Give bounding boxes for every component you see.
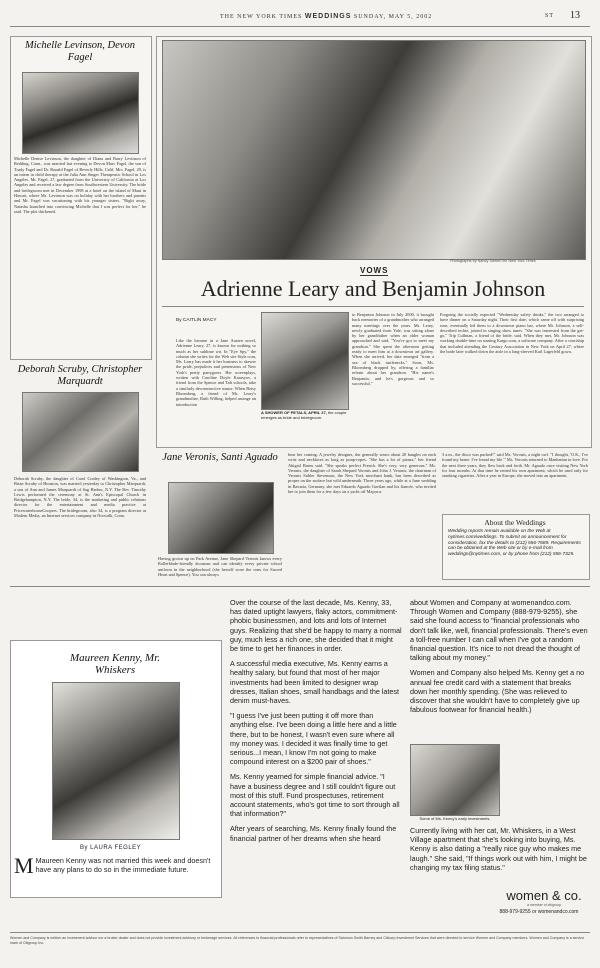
feature-body-3: Forgoing the socially expected "Wednesday safety drinks," the two arranged to have dinner on a Saturday night. Their first date, which came off with surprising ease, eventually led them to a downtown piano bar, where Mr. Johnson, a self-described techie, joined in singing show tunes. "She was interested from the get-go," Trip Cullman, a friend of the bride, said. When they met, Mr. Johnson was working double-time on starting Kargo.com, a software company. After a courtship that included attending the Century Association in New York on April 27, where the bride later walked down the aisle in a long-sleeved Karl Lagerfeld gown. — [440, 312, 584, 355]
feature-body-2: to Benjamin Johnson in July 2000, it brought back memories of a grandmother who arranged many meetings over the years. Ms. Leary, newly graduated from Yale, was sitting alone by her grandfather when an older woman approached and said, "You've got to meet my grandson." She spent the afternoon getting ready to meet him at a downtown art gallery. When she arrived, her date emerged "from a sea of black turtlenecks." Soon, Ms. Bloomberg dropped by, offering a familiar refrain about her grandson. "His name's Benjamin, and he's gorgeous and so successful." — [352, 312, 434, 386]
women-and-co-logo: women & co. a member of citigroup — [506, 888, 582, 907]
couple-photo-2 — [22, 392, 139, 472]
names-heading-2: Deborah Scruby, Christopher Marquardt — [17, 364, 143, 387]
vows-kicker: VOWS — [360, 266, 389, 275]
couple-photo-1 — [22, 72, 139, 154]
story-text-3b: hear her coming. A jewelry designer, she generally wears about 20 bangles on each wrist and necklaces as long as jump-ropes. "She has a lot of pizazz," her friend Abigail Burns said. "She speaks perfect French. She's very, very generous." Ms. Veronis, the daughter of Sarah Shepard Veronis and John J. Veronis, the chairman of Veronis Suhler Stevenson, the New York merchant bank, has been described as proper on the surface but wild underneath. Three years ago, while at a June wedding in Bavaria, Germany, she met Eduardo Aguado Gavilan and his fiancée, who invited her to join them for a few days on a yacht off Majorca. — [288, 452, 436, 495]
about-text: Wedding reports remain available on the Web at nytimes.com/weddings. To submit an announcement for consideration, fax the details to (212) 556-7689. Requirements can be obtained at the Web site or by e-mail from weddings@nytimes.com, or by phone from (212) 556-7325. — [448, 529, 581, 558]
feature-headline: Adrienne Leary and Benjamin Johnson — [200, 276, 546, 301]
ad-intro: M Maureen Kenny was not married this week and doesn't have any plans to do so in the immediate future. — [14, 853, 211, 878]
ad-contact: 888-979-9255 or womenandco.com — [499, 909, 579, 915]
ad-column-2-bottom: Currently living with her cat, Mr. Whiskers, in a West Village apartment that she's looking into buying, Ms. Kenny is also dating a "really nice guy who makes me laugh." She said, "If things work out with him, I might be changing my tax filing status." — [410, 826, 587, 872]
page-header — [10, 10, 590, 24]
names-heading-1: Michelle Levinson, Devon Fagel — [25, 40, 135, 63]
shower-of-petals-photo — [261, 312, 349, 410]
feature-photo — [162, 40, 586, 260]
story-text-1: Michelle Denise Levinson, the daughter of Diana and Barry Levinson of Redding, Conn., was married last evening to Devon Marc Fagel, the son of Trudy Fagel and Dr. Ronald Fagel of Beverly Hills, Calif. Mrs. Fagel, 29, is an intern in child therapy at the Julia Ann Singer Therapeutic School in Los Angeles. Mr. Fagel, 27, graduated from the University of California at Los Angeles and received a law degree from Southwestern University. The bride and bridegroom met in December 1998 at a hotel on the island of Maui in Hawaii, where Ms. Levinson was on holiday with her brothers and parents and Mr. Fagel was vacationing with his younger sisters. "Right away, Natasha launched into convincing Michelle that I was perfect for her," he said. The plot thickened. — [14, 156, 146, 214]
ad-column-2-top: about Women and Company at womenandco.com. Through Women and Company (888-979-9255), she said she found access to "financial professionals who don't talk like, well, financial professionals. There's even a toll-free number I can call when I've got a random financial question. It's nice to not dread the thought of talking about my money." Women and Company also helped Ms. Kenny get a no annual fee credit card with a statement that breaks down her monthly spending. (She was relieved to discover that she wouldn't have to completely give up fabulous footwear for financial health.) — [410, 598, 588, 715]
masthead-text: THE NEW YORK TIMES WEDDINGS SUNDAY, MAY 5, 2002 — [220, 13, 433, 20]
feature-body-1: Like the heroine in a Jane Austen novel, Adrienne Leary, 27, is known for nothing so much as her sublime wit. In "Eye Spy," the column she writes for the Web site Style.com, Ms. Leary has made it her business to skewer the pride, prejudices and pretensions of New York's pretty partygoers. Her screenplays, written with Caroline Doyle Karasyov, a friend from the Spence and Taft schools, take a similarly deconstructive stance. When Betsy Bloomberg, a friend of Ms. Leary's grandmother, Ruth Willing, helped arrange an introduction — [176, 338, 256, 407]
ad-byline: By LAURA FEGLEY — [80, 845, 142, 851]
names-heading-3: Jane Veronis, Santi Aguado — [162, 452, 278, 463]
about-title: About the Weddings — [484, 518, 546, 527]
maureen-and-cat-photo — [52, 682, 180, 840]
disclaimer-footer: Women and Company is neither an investment advisor nor a broker dealer and does not provide investment advisory or brokerage services. All references to financial professionals refer to representatives of Salomon Smith Barney and Citicorp Investment Services that were directed to service Women and Company members. Women and Company is a service mark of Citigroup Inc. — [10, 936, 585, 945]
ad-names-heading: Maureen Kenny, Mr. Whiskers — [69, 652, 161, 676]
section-code: ST — [545, 13, 555, 19]
story-text-3a: Having grown up on Park Avenue, Jane Shepard Veronis knows every Rollerblade-friendly doorman and can identify every private school uniform in the neighborhood (she herself wore the ones for Sacred Heart and Spence). You can always — [158, 556, 282, 577]
petals-caption: A SHOWER OF PETALS, APRIL 27, the couple emerges as bride and bridegroom. — [261, 410, 347, 420]
page-number: 13 — [570, 10, 580, 21]
shoes-caption: Some of Ms. Kenny's early investments. — [419, 816, 491, 821]
photo-credit: Photographs by Nancy Siesel/The New York Times — [450, 259, 536, 263]
ad-column-1: Over the course of the last decade, Ms. Kenny, 33, has dated uptight lawyers, flaky actors, commitment-phobic businessmen, and lots and lots of Internet guys. Realizing that she'd be happy to marry a normal guy, much less a rich one, she decided that it might be time to get her finances in order. A successful media executive, Ms. Kenny earns a healthy salary, but found that most of her major investments had been limited to designer wrap dresses, Italian shoes, small handbags and the latest denim must-haves. "I guess I've just been putting it off more than anything else. I've been doing a little here and a little there, but to be honest, I wasn't even sure where all my money was. I decided it was finally time to get serious...I mean, I know I'm not going to make compound interest on a $200 pair of shoes." Ms. Kenny yearned for simple financial advice. "I have a business degree and I still couldn't figure out most of this stuff. Fund prospectuses, retirement account statements, who's got time to sort through all that information?" After years of searching, Ms. Kenny finally found the financial partner of her dreams when she heard — [230, 598, 402, 843]
feature-byline: By CAITLIN MACY — [176, 318, 217, 323]
couple-photo-3 — [168, 482, 274, 554]
story-text-3c: 3 a.m., the disco was packed!" said Ms. Veronis, a night owl. "I thought, 'O.K., I've found my home. I've found my life.'" Ms. Veronis returned to Manhattan in love. For the next three years, they flew back and forth. Mr. Aguado once visiting New York for four months. At that time he rented his own apartment, which he used only for smoking cigarettes. After a year in Europe, she moved into an apartment. — [442, 452, 588, 479]
shoes-photo — [410, 744, 500, 816]
story-text-2: Deborah Scruby, the daughter of Carol Conley of Washington, Va., and Brian Scruby of Houston, was married yesterday to Christopher Marquardt, a son of Ann and James Marquardt of Sag Harbor, N.Y. The Rev. Timothy Lewis performed the ceremony at St. Ann's Episcopal Church in Bridgehampton, N.Y. The bride, 34, is the marketing and public relations director for the entertainment and media practice at PricewaterhouseCoopers. The bridegroom, also 34, is a program director at Modem Media, an Internet services company in Norwalk, Conn. — [14, 476, 146, 519]
